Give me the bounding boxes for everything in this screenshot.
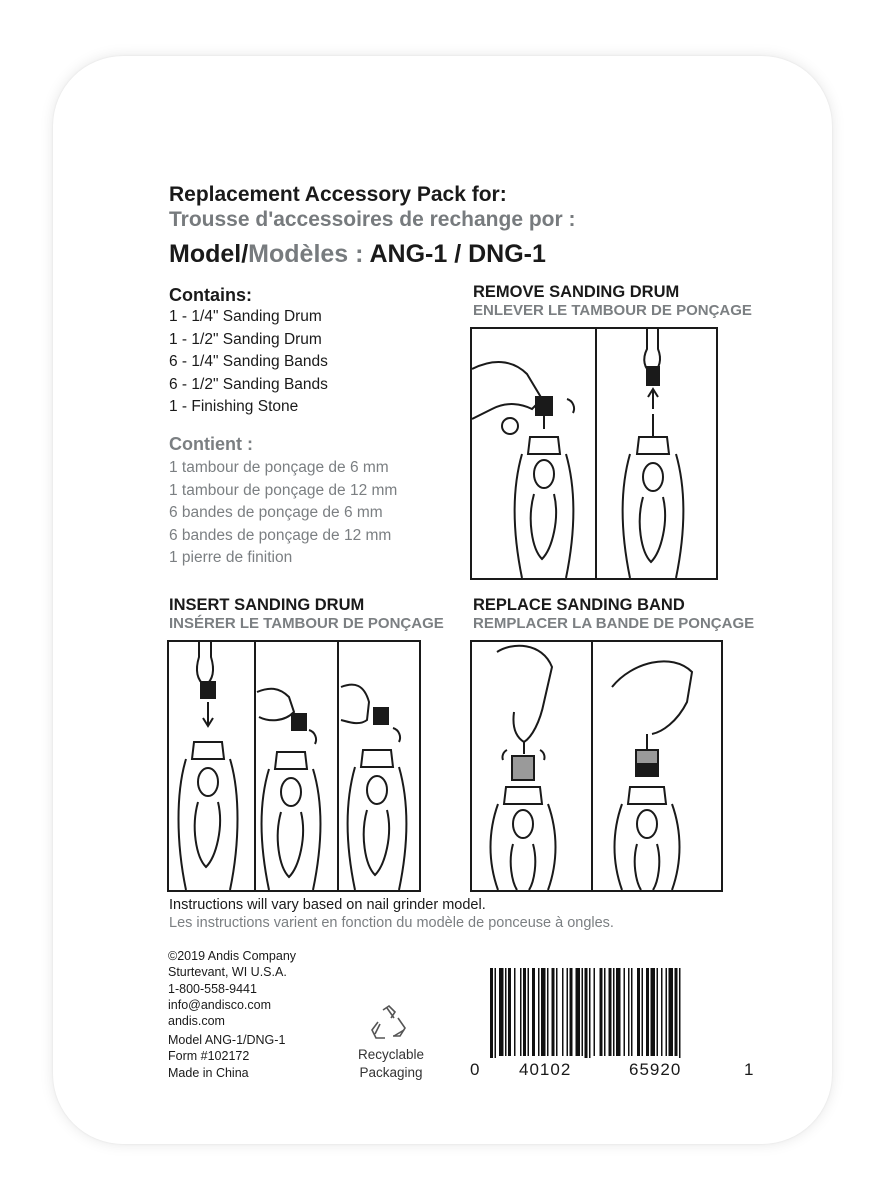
list-item: 1 tambour de ponçage de 12 mm bbox=[169, 481, 398, 499]
list-item: 6 - 1/4" Sanding Bands bbox=[169, 353, 328, 370]
model-number: Model ANG-1/DNG-1 bbox=[168, 1033, 286, 1047]
barcode-bar bbox=[520, 968, 522, 1056]
barcode-bar bbox=[589, 968, 591, 1058]
insert-illustration bbox=[167, 640, 421, 892]
list-item: 6 - 1/2" Sanding Bands bbox=[169, 375, 328, 393]
barcode-bar bbox=[624, 968, 626, 1056]
barcode-digit-left: 0 bbox=[470, 1060, 481, 1079]
form-number: Form #102172 bbox=[168, 1049, 250, 1064]
barcode-bar bbox=[538, 968, 540, 1056]
address: Sturtevant, WI U.S.A. bbox=[168, 965, 287, 980]
barcode-bar bbox=[567, 968, 569, 1056]
barcode-bar bbox=[562, 968, 564, 1056]
barcode-bar bbox=[675, 968, 678, 1056]
replace-illustration bbox=[470, 640, 723, 892]
recycle-line1: Recyclable bbox=[357, 1047, 425, 1062]
list-item: 6 bandes de ponçage de 12 mm bbox=[169, 526, 392, 544]
title-en: Replacement Accessory Pack for: bbox=[169, 183, 507, 206]
model-info bbox=[168, 1032, 285, 1081]
barcode-bar bbox=[570, 968, 573, 1056]
barcode-bar bbox=[631, 968, 633, 1056]
barcode-bar bbox=[651, 968, 656, 1056]
title-fr: Trousse d'accessoires de rechange por : bbox=[169, 208, 576, 231]
contient-heading: Contient : bbox=[169, 434, 253, 454]
barcode-bar bbox=[604, 968, 606, 1056]
barcode-bar bbox=[547, 968, 549, 1056]
email: info@andisco.com bbox=[168, 997, 272, 1012]
barcode-bar bbox=[495, 968, 497, 1058]
list-item: 1 - Finishing Stone bbox=[169, 398, 299, 415]
barcode-bar bbox=[666, 968, 668, 1056]
barcode-bar bbox=[616, 968, 621, 1056]
barcode-bar bbox=[523, 968, 526, 1056]
model-label-en: Model/ bbox=[169, 240, 249, 268]
barcode-bar bbox=[532, 968, 535, 1056]
contains-list-en bbox=[169, 306, 328, 419]
list-item: 1 - 1/2" Sanding Drum bbox=[169, 330, 322, 348]
barcode-bar bbox=[613, 968, 615, 1056]
barcode-bar bbox=[628, 968, 630, 1056]
barcode-bar bbox=[528, 968, 530, 1056]
replace-heading-en: REPLACE SANDING BAND bbox=[473, 596, 685, 614]
remove-illustration bbox=[470, 327, 718, 580]
barcode-bar bbox=[582, 968, 584, 1056]
remove-heading-en: REMOVE SANDING DRUM bbox=[473, 283, 680, 301]
phone: 1-800-558-9441 bbox=[168, 981, 257, 996]
list-item: 1 - 1/4" Sanding Drum bbox=[169, 308, 322, 325]
insert-heading-fr: INSÉRER LE TAMBOUR DE PONÇAGE bbox=[169, 615, 444, 632]
list-item: 1 pierre de finition bbox=[169, 549, 293, 566]
model-value: ANG-1 / DNG-1 bbox=[369, 240, 546, 268]
barcode-bar bbox=[505, 968, 507, 1056]
barcode-bar bbox=[646, 968, 649, 1056]
barcode-bar bbox=[657, 968, 659, 1056]
barcode-bar bbox=[576, 968, 581, 1056]
barcode-bar bbox=[508, 968, 511, 1056]
barcode-digits-1: 40102 bbox=[519, 1060, 572, 1079]
barcode-bar bbox=[642, 968, 644, 1056]
insert-heading-en: INSERT SANDING DRUM bbox=[169, 596, 365, 614]
barcode-bar bbox=[585, 968, 588, 1058]
replace-heading-fr: REMPLACER LA BANDE DE PONÇAGE bbox=[473, 615, 755, 632]
grinder-illustration bbox=[472, 642, 721, 890]
recycle-line2: Packaging bbox=[359, 1064, 423, 1080]
note-fr: Les instructions varient en fonction du modèle de ponceuse à ongles. bbox=[169, 915, 614, 931]
grinder-illustration bbox=[169, 642, 419, 890]
recycle-icon bbox=[368, 1004, 410, 1044]
barcode-bar bbox=[669, 968, 674, 1056]
barcode-bar bbox=[600, 968, 603, 1056]
grinder-illustration bbox=[472, 329, 716, 578]
barcode-bar bbox=[499, 968, 504, 1056]
remove-heading-fr: ENLEVER LE TAMBOUR DE PONÇAGE bbox=[473, 302, 752, 319]
barcode-bar bbox=[594, 968, 596, 1056]
company-info bbox=[168, 948, 296, 1029]
barcode-bar bbox=[556, 968, 558, 1056]
list-item: 1 tambour de ponçage de 6 mm bbox=[169, 459, 389, 476]
origin: Made in China bbox=[168, 1065, 249, 1080]
copyright: ©2019 Andis Company bbox=[168, 949, 297, 963]
barcode-bar bbox=[541, 968, 546, 1056]
contains-heading: Contains: bbox=[169, 285, 252, 305]
barcode-digits-2: 65920 bbox=[629, 1060, 682, 1079]
barcode-bar bbox=[661, 968, 663, 1056]
barcode-digit-right: 1 bbox=[744, 1060, 755, 1079]
barcode-bar bbox=[609, 968, 612, 1056]
model-label-fr: Modèles : bbox=[248, 240, 370, 268]
model-line bbox=[169, 240, 546, 269]
recycle-label bbox=[346, 1046, 436, 1081]
barcode-bar bbox=[679, 968, 681, 1058]
barcode-bar bbox=[637, 968, 640, 1056]
website: andis.com bbox=[168, 1014, 225, 1029]
list-item: 6 bandes de ponçage de 6 mm bbox=[169, 504, 383, 521]
barcode-bar bbox=[552, 968, 555, 1056]
barcode-bar bbox=[514, 968, 516, 1056]
barcode-bar bbox=[490, 968, 493, 1058]
note-en: Instructions will vary based on nail grinder model. bbox=[169, 897, 486, 913]
contains-list-fr bbox=[169, 457, 397, 570]
barcode bbox=[490, 968, 735, 1058]
